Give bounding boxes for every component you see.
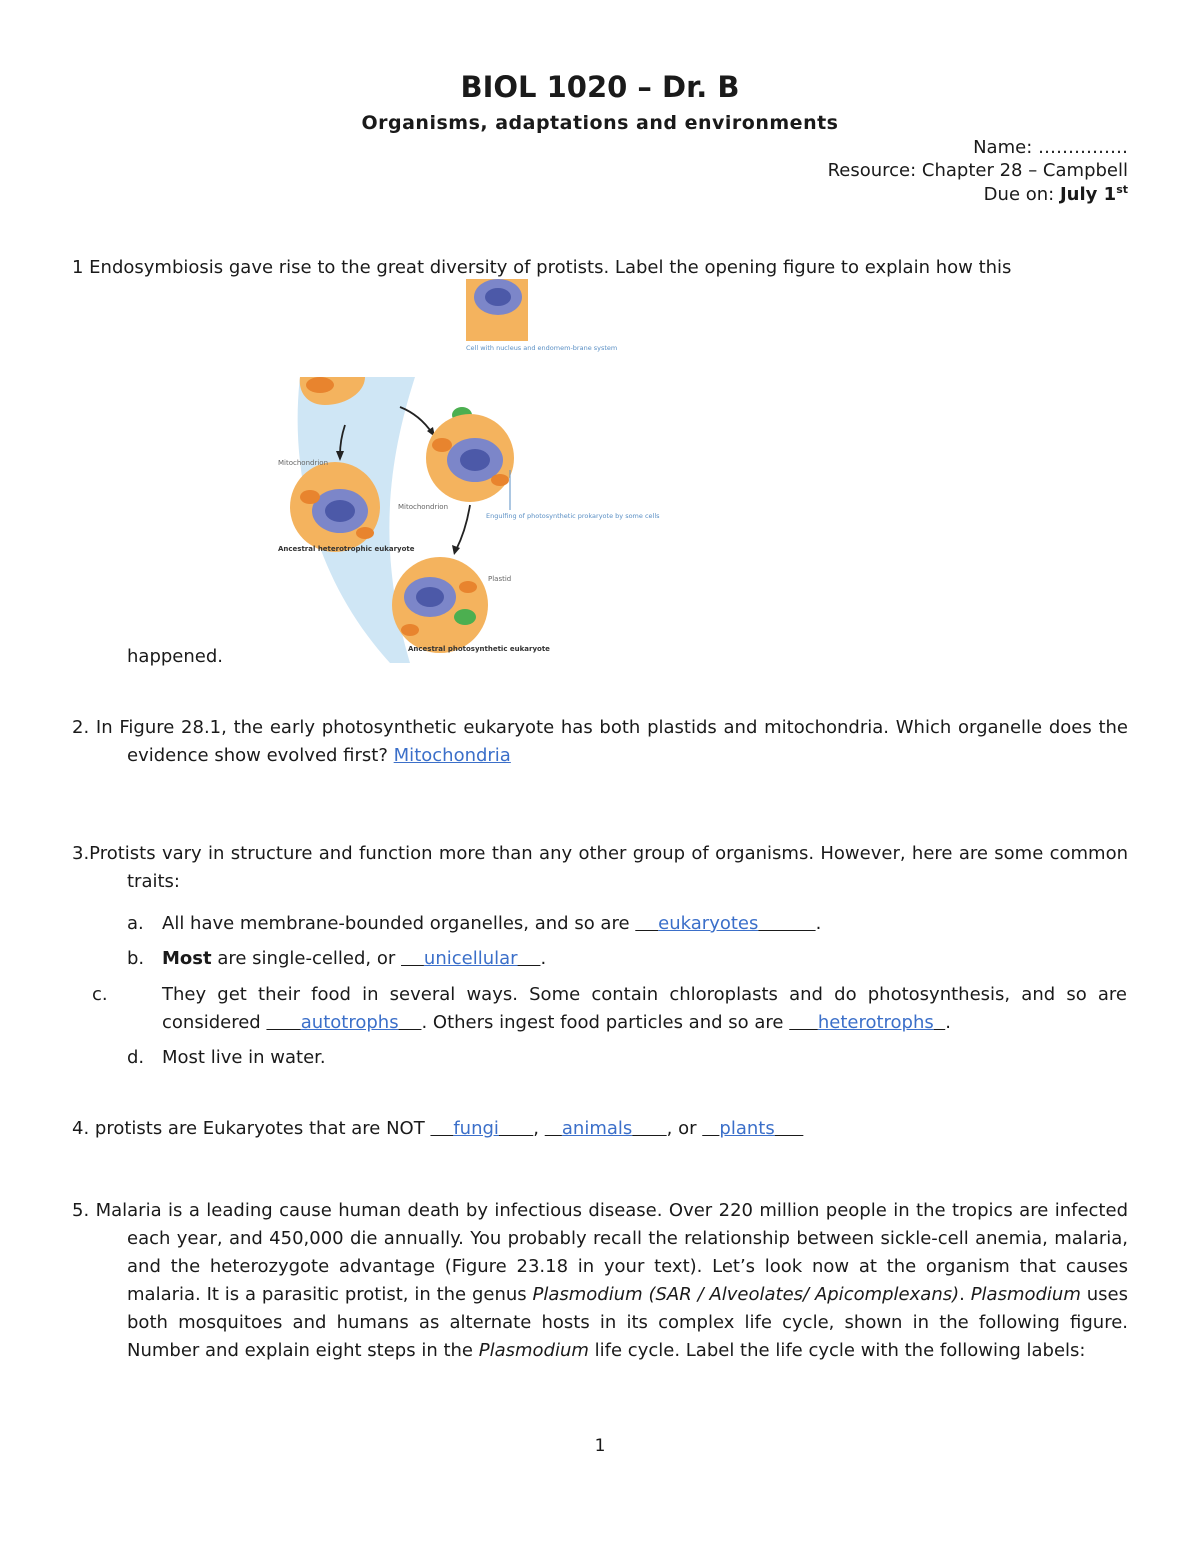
arrow-3 [456,505,470,550]
due-label: Due on: [983,184,1055,205]
answer-plants[interactable]: plants [719,1118,775,1139]
due-line [628,183,1128,205]
label-heterotrophic: Ancestral heterotrophic eukaryote [278,545,415,553]
name-line [628,137,1128,158]
question-3-intro: 3.Protists vary in structure and function more than any other group of organisms. However, here are some common traits: [72,843,1128,892]
due-value: July 1 [1059,184,1117,205]
answer-autotrophs[interactable]: autotrophs [300,1012,399,1033]
name-value: …………… [1038,137,1128,158]
label-plastid: Plastid [488,575,512,583]
due-sup: st [1116,183,1128,196]
trait-c: c. They get their food in several ways. Some contain chloroplasts and do photosynthesis, and so are considered autotrophs . Others ingest food particles and so are heterotrophs . [92,984,1127,1033]
answer-unicellular[interactable]: unicellular [423,948,518,969]
answer-fungi[interactable]: fungi [453,1118,499,1139]
endosymbiosis-figure [270,275,660,665]
trait-d: d. Most live in water. [127,1047,326,1068]
trait-a: a. All have membrane-bounded organelles, and so are eukaryotes . [127,913,822,934]
answer-heterotrophs[interactable]: heterotrophs [817,1012,934,1033]
page-subtitle: Organisms, adaptations and environments [361,112,839,134]
name-label: Name: [973,137,1033,158]
question-2-text: 2. In Figure 28.1, the early photosynthetic eukaryote has both plastids and mitochondria. Which organelle does the evidence show evolved first? [72,717,1128,766]
page-title: BIOL 1020 – Dr. B [460,70,740,104]
answer-animals[interactable]: animals [561,1118,633,1139]
label-engulfing: Engulfing of photosynthetic prokaryote by some cells [486,512,660,520]
page-number: 1 [594,1436,606,1456]
question-4: 4. protists are Eukaryotes that are NOT fungi , animals , or plants [72,1118,775,1139]
question-5: 5. Malaria is a leading cause human death by infectious disease. Over 220 million people in the tropics are infected each year, and 450,000 die annually. You probably recall the relationship between sickle-cell anemia, malaria, and the heterozygote advantage (Figure 23.18 in your text). Let’s look now at the organism that causes malaria. It is a parasitic protist, in the genus Plasmodium (SAR / Alveolates/ Apicomplexans). Plasmodium uses both mosquitoes and humans as alternate hosts in its complex life cycle, shown in the following figure. Number and explain eight steps in the Plasmodium life cycle. Label the life cycle with the following labels: [72,1200,1128,1361]
question-1-continuation: happened. [127,646,223,667]
resource-line: Resource: Chapter 28 – Campbell [827,160,1128,181]
answer-eukaryotes[interactable]: eukaryotes [658,913,759,934]
question-2 [72,714,1128,770]
answer-2[interactable]: Mitochondria [393,745,511,766]
label-mitochondrion-2: Mitochondrion [398,503,449,511]
label-photosynthetic: Ancestral photosynthetic eukaryote [408,645,550,653]
question-1-text: 1 Endosymbiosis gave rise to the great diversity of protists. Label the opening figure to explain how this [72,257,1012,278]
label-top-cell: Cell with nucleus and endomem-brane system [466,344,618,352]
trait-b: b. Most are single-celled, or unicellular . [127,948,547,969]
label-mitochondrion-1: Mitochondrion [278,459,329,467]
